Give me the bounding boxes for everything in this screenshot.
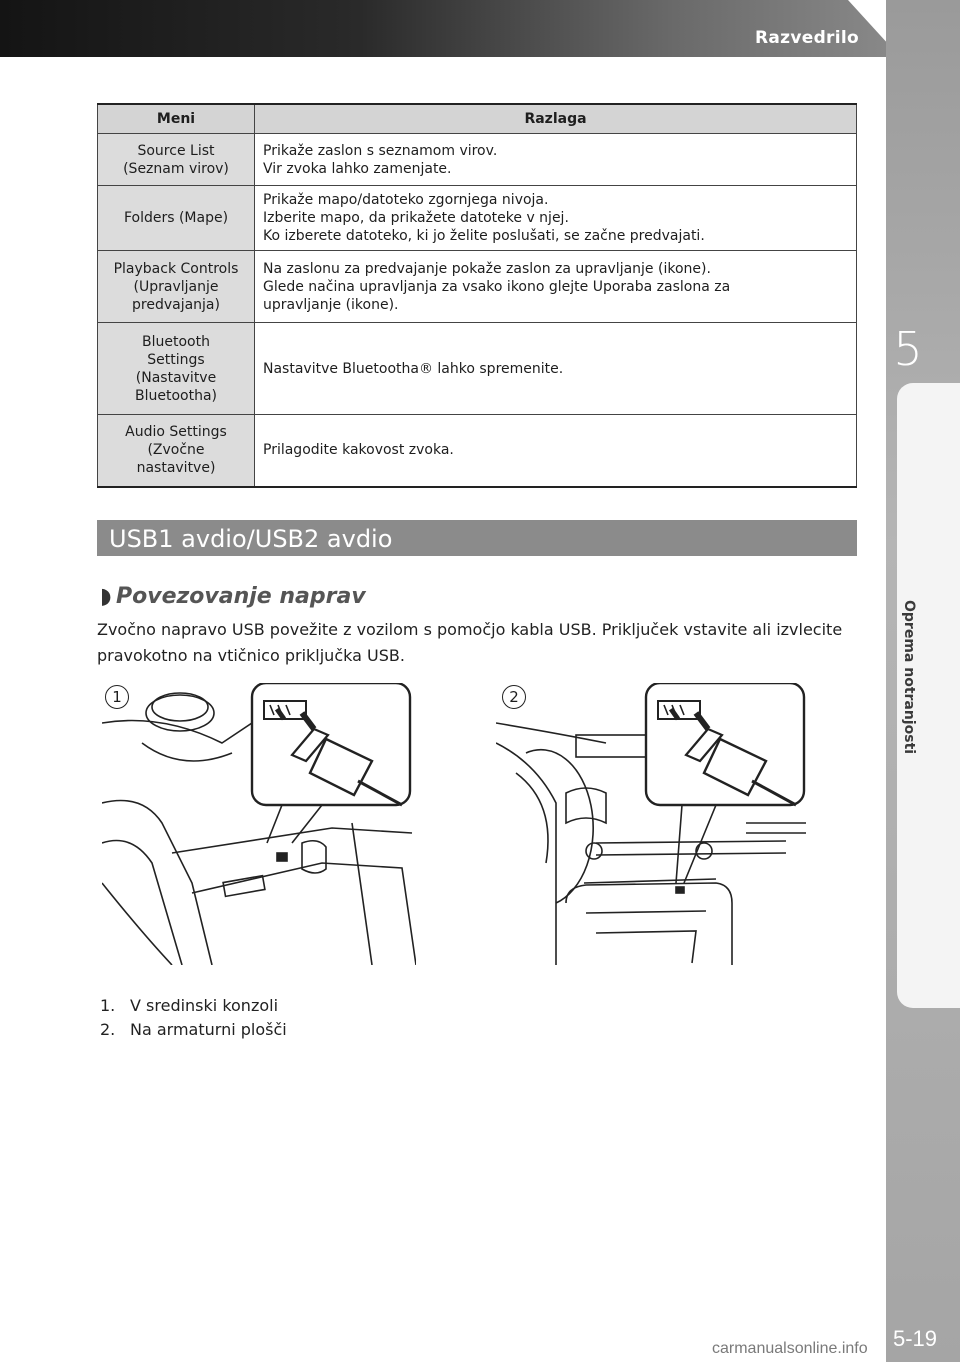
description-cell xyxy=(255,415,857,487)
menu-cell xyxy=(98,323,255,415)
desc-line: Prikaže zaslon s seznamom virov. xyxy=(263,142,498,159)
page-number: 5-19 xyxy=(893,1326,938,1351)
description-cell xyxy=(255,251,857,323)
table-row xyxy=(98,415,857,487)
table-row xyxy=(98,323,857,415)
menu-line: (Zvočne xyxy=(147,442,205,459)
table-row xyxy=(98,251,857,323)
desc-line: Prilagodite kakovost zvoka. xyxy=(263,442,454,459)
menu-line: Settings xyxy=(147,351,205,368)
menu-line: Playback Controls xyxy=(113,260,239,277)
desc-line: Vir zvoka lahko zamenjate. xyxy=(263,160,452,177)
caption-number: 1. xyxy=(100,996,116,1015)
menu-table xyxy=(97,103,857,488)
menu-line: (Nastavitve xyxy=(135,369,217,386)
menu-line: (Upravljanje xyxy=(133,278,219,295)
menu-line: Folders (Mape) xyxy=(123,210,229,226)
body-paragraph: Zvočno napravo USB povežite z vozilom s pomočjo kabla USB. Priključek vstavite ali izvlecite pravokotno na vtičnico priključka USB. xyxy=(97,620,843,665)
header-description: Razlaga xyxy=(255,104,857,134)
bullet-marker-icon: ◗ xyxy=(100,584,112,609)
dashboard-usb-illustration xyxy=(496,683,806,965)
menu-line: Audio Settings xyxy=(125,424,227,441)
watermark: carmanualsonline.info xyxy=(712,1340,868,1357)
caption-text: Na armaturni plošči xyxy=(130,1020,287,1039)
section-title: USB1 avdio/USB2 avdio xyxy=(97,520,857,556)
caption-number: 2. xyxy=(100,1020,116,1039)
menu-cell xyxy=(98,251,255,323)
sub-heading-text: Povezovanje naprav xyxy=(116,584,366,609)
callout-1: 1 xyxy=(105,685,129,709)
desc-line: Ko izberete datoteko, ki jo želite poslušati, se začne predvajati. xyxy=(263,228,705,244)
description-cell xyxy=(255,134,857,186)
list-item xyxy=(100,994,287,1018)
menu-line: predvajanja) xyxy=(132,296,220,313)
desc-line: Nastavitve Bluetootha® lahko spremenite. xyxy=(263,360,564,377)
menu-line: nastavitve) xyxy=(136,460,216,477)
chapter-label: Oprema notranjosti xyxy=(901,600,917,755)
chapter-number: 5 xyxy=(893,322,923,376)
caption-text: V sredinski konzoli xyxy=(130,996,279,1015)
desc-line: upravljanje (ikone). xyxy=(263,296,399,313)
menu-line: Source List xyxy=(137,142,215,159)
desc-line: Na zaslonu za predvajanje pokaže zaslon za upravljanje (ikone). xyxy=(263,260,711,277)
menu-line: Bluetooth xyxy=(142,333,210,350)
menu-cell xyxy=(98,186,255,251)
description-cell xyxy=(255,186,857,251)
console-usb-illustration xyxy=(102,683,416,965)
menu-line: Bluetootha) xyxy=(134,387,217,404)
list-item xyxy=(100,1018,287,1042)
sub-heading xyxy=(100,584,366,609)
desc-line: Prikaže mapo/datoteko zgornjega nivoja. xyxy=(263,192,549,208)
table-row xyxy=(98,186,857,251)
chapter-title: Razvedrilo xyxy=(755,28,859,48)
callout-2: 2 xyxy=(502,685,526,709)
menu-cell xyxy=(98,415,255,487)
caption-list xyxy=(100,994,287,1042)
description-cell xyxy=(255,323,857,415)
menu-line: (Seznam virov) xyxy=(123,160,229,177)
header-menu: Meni xyxy=(98,104,255,134)
desc-line: Glede načina upravljanja za vsako ikono glejte Uporaba zaslona za xyxy=(263,278,731,295)
desc-line: Izberite mapo, da prikažete datoteke v njej. xyxy=(263,210,569,226)
menu-cell xyxy=(98,134,255,186)
table-row xyxy=(98,134,857,186)
